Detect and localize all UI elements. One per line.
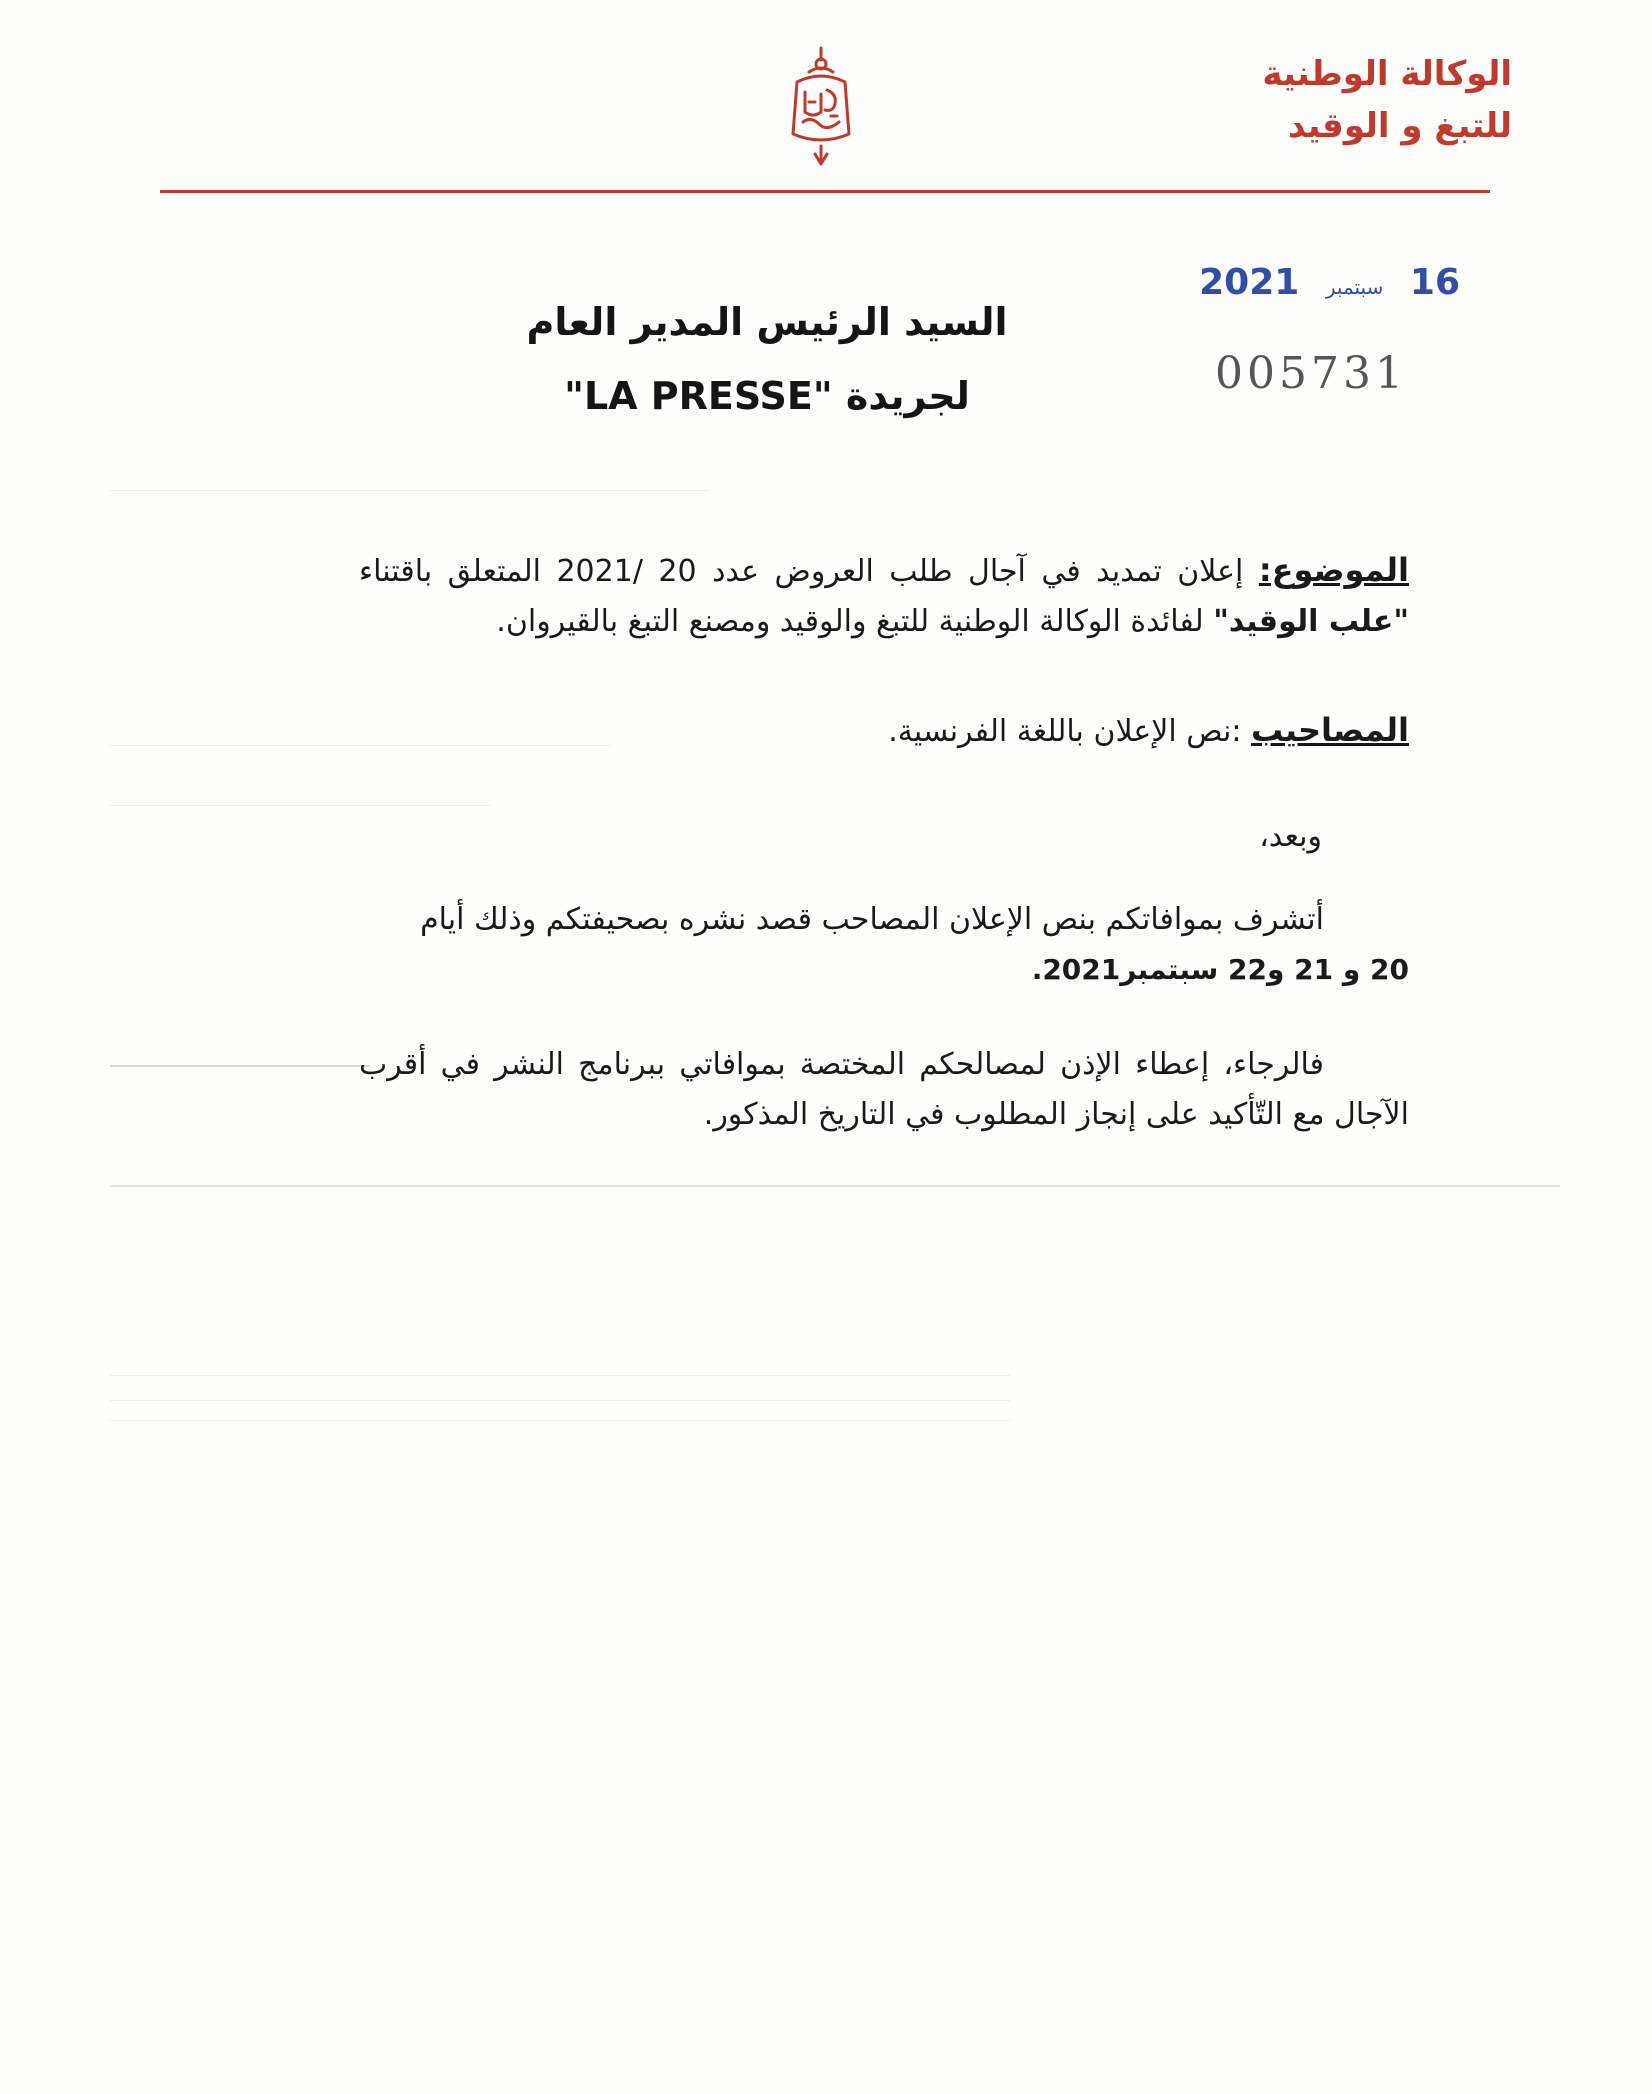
attachment-paragraph xyxy=(359,705,1409,757)
paragraph-publication-request xyxy=(359,895,1409,995)
scan-artifact-line xyxy=(110,1375,1010,1376)
greeting: وبعد، xyxy=(1259,819,1322,854)
subject-paragraph xyxy=(359,545,1409,647)
scan-artifact-line xyxy=(110,1400,1010,1401)
scan-artifact-line xyxy=(110,1420,1010,1421)
date-stamp xyxy=(1199,262,1460,303)
paragraph1-dates: 20 و 21 و22 سبتمبر2021. xyxy=(1031,953,1409,986)
stamp-day: 16 xyxy=(1409,262,1460,303)
header-divider xyxy=(160,190,1490,193)
agency-logo-icon xyxy=(775,42,867,172)
stamp-year: 2021 xyxy=(1199,262,1300,303)
org-name-line2: للتبغ و الوقيد xyxy=(1288,106,1512,146)
subject-text-bold: "علب الوقيد" xyxy=(1213,604,1409,639)
addressee-line2: لجريدة "LA PRESSE" xyxy=(564,374,970,418)
addressee-block xyxy=(487,285,1047,433)
paragraph-authorization-request: فالرجاء، إعطاء الإذن لمصالحكم المختصة بموافاتي ببرنامج النشر في أقرب الآجال مع التّأكيد على إنجاز المطلوب في التاريخ المذكور. xyxy=(359,1047,1409,1132)
subject-text-part1: إعلان تمديد في آجال طلب العروض عدد 20 /2021 المتعلق باقتناء xyxy=(359,554,1244,589)
addressee-line1: السيد الرئيس المدير العام xyxy=(526,300,1008,344)
subject-label: الموضوع: xyxy=(1258,551,1409,589)
scan-artifact-line xyxy=(110,1065,370,1067)
scan-artifact-line xyxy=(110,490,710,491)
attachment-text: :نص الإعلان باللغة الفرنسية. xyxy=(888,714,1242,749)
scan-artifact-line xyxy=(110,1185,1560,1187)
header-organization-name xyxy=(1182,48,1512,152)
subject-text-part2: لفائدة الوكالة الوطنية للتبغ والوقيد ومصنع التبغ بالقيروان. xyxy=(496,604,1204,639)
org-name-line1: الوكالة الوطنية xyxy=(1262,54,1512,94)
stamp-month: سبتمبر xyxy=(1325,275,1384,299)
scan-artifact-line xyxy=(110,805,490,806)
attachment-label: المصاحيب xyxy=(1251,711,1409,749)
paragraph1-text: أتشرف بموافاتكم بنص الإعلان المصاحب قصد نشره بصحيفتكم وذلك أيام xyxy=(420,902,1324,937)
reference-number: 005731 xyxy=(1215,348,1407,399)
